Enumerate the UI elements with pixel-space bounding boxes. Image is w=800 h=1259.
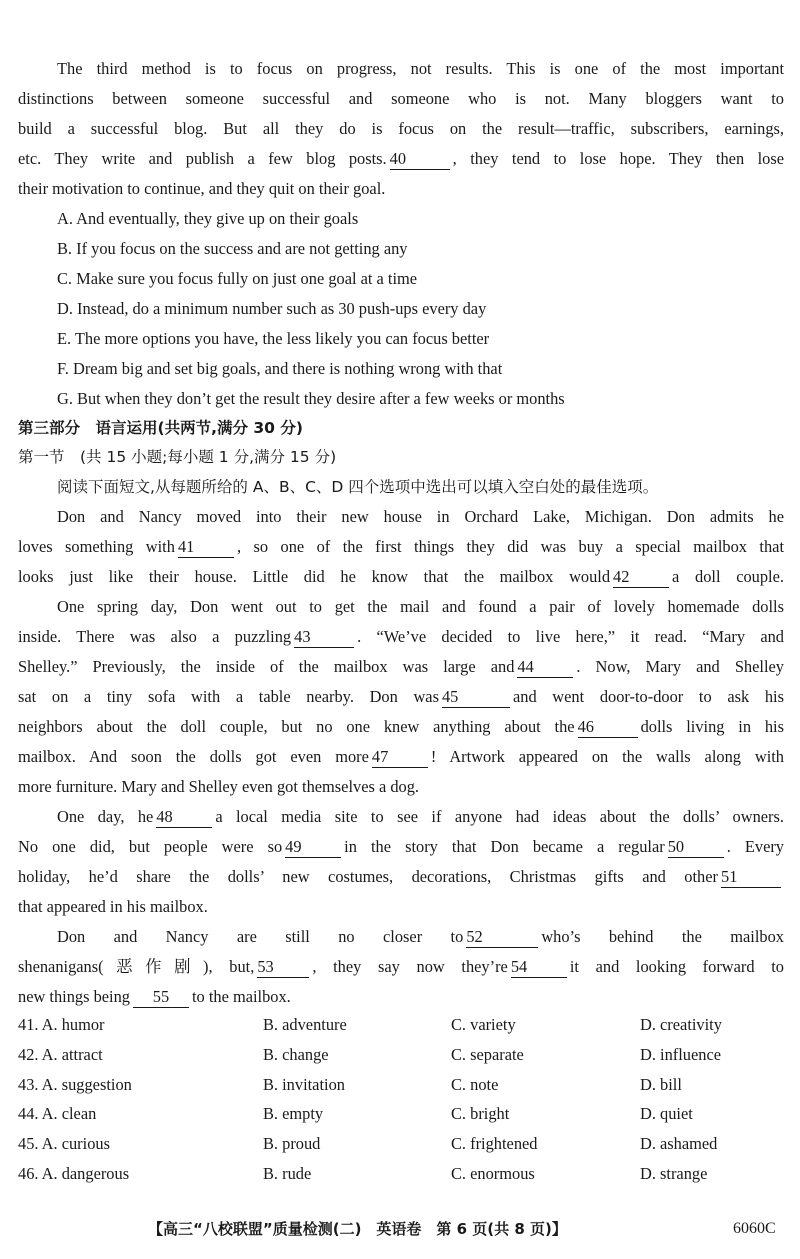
answer-row-44 [18,1103,784,1125]
answer-row-46 [18,1163,784,1185]
answer-option: D. creativity [640,1015,722,1034]
cloze-line: loves something with 41 , so one of the first things they did was buy a special mailbox that [18,537,784,556]
answer-option: B. change [263,1045,329,1064]
section1-title: 第一节 (共 15 小题;每小题 1 分,满分 15 分) [18,448,337,466]
option-g: G. But when they don’t get the result they desire after a few weeks or months [57,389,565,408]
blank-48: 48 [156,807,212,828]
option-b: B. If you focus on the success and are not getting any [57,239,408,258]
cloze-line: neighbors about the doll couple, but no one knew anything about the 46 dolls living in his [18,717,784,736]
cloze-line: Don and Nancy are still no closer to 52 who’s behind the mailbox [57,927,785,946]
blank-42: 42 [613,567,669,588]
passage-line: build a successful blog. But all they do is focus on the result—traffic, subscribers, earnings, [18,119,784,138]
cloze-line: One day, he 48 a local media site to see if anyone had ideas about the dolls’ owners. [57,807,784,826]
answer-option: 43. A. suggestion [18,1075,132,1094]
blank-40: 40 [390,149,450,170]
blank-43: 43 [294,627,354,648]
cloze-line: One spring day, Don went out to get the mail and found a pair of lovely homemade dolls [57,597,784,616]
cloze-line: shenanigans(恶作剧), but, 53 , they say now they’re 54 it and looking forward to [18,957,784,976]
blank-51: 51 [721,867,781,888]
passage-line: distinctions between someone successful and someone who is not. Many bloggers want to [18,89,784,108]
passage-line: their motivation to continue, and they quit on their goal. [18,179,386,198]
blank-41: 41 [178,537,234,558]
answer-option: D. ashamed [640,1134,718,1153]
answer-row-41 [18,1014,784,1036]
blank-44: 44 [517,657,573,678]
answer-option: D. strange [640,1164,708,1183]
cloze-line: holiday, he’d share the dolls’ new costumes, decorations, Christmas gifts and other 51 [18,866,784,888]
blank-49: 49 [285,837,341,858]
blank-50: 50 [668,837,724,858]
answer-row-43 [18,1074,784,1096]
answer-option: 42. A. attract [18,1045,103,1064]
blank-52: 52 [466,927,538,948]
option-a: A. And eventually, they give up on their goals [57,209,359,228]
cloze-line: inside. There was also a puzzling 43 . “We’ve decided to live here,” it read. “Mary and [18,627,784,646]
instruction: 阅读下面短文,从每题所给的 A、B、C、D 四个选项中选出可以填入空白处的最佳选项。 [57,478,659,496]
blank-46: 46 [578,717,638,738]
answer-option: B. proud [263,1134,321,1153]
answer-option: B. rude [263,1164,312,1183]
blank-55: 55 [133,987,189,1008]
cloze-line: new things being 55 to the mailbox. [18,987,291,1006]
answer-option: C. bright [451,1104,510,1123]
passage-line: The third method is to focus on progress, not results. This is one of the most important [57,59,784,78]
answer-option: 46. A. dangerous [18,1164,130,1183]
option-f: F. Dream big and set big goals, and there is nothing wrong with that [57,359,503,378]
answer-option: C. note [451,1075,499,1094]
answer-option: C. variety [451,1015,516,1034]
cloze-line: mailbox. And soon the dolls got even more 47 ! Artwork appeared on the walls along with [18,747,785,766]
answer-option: 45. A. curious [18,1134,110,1153]
cloze-line: Don and Nancy moved into their new house in Orchard Lake, Michigan. Don admits he [57,507,784,526]
answer-option: D. influence [640,1045,722,1064]
option-c: C. Make sure you focus fully on just one goal at a time [57,269,418,288]
blank-53: 53 [257,957,309,978]
answer-option: 44. A. clean [18,1104,97,1123]
footer-code: 6060C [733,1220,776,1237]
answer-option: C. frightened [451,1134,538,1153]
option-d: D. Instead, do a minimum number such as 30 push-ups every day [57,299,487,318]
blank-45: 45 [442,687,510,708]
blank-47: 47 [372,747,428,768]
answer-option: D. bill [640,1075,682,1094]
part3-title: 第三部分 语言运用(共两节,满分 30 分) [18,419,303,437]
cloze-line: sat on a tiny sofa with a table nearby. Don was 45 and went door-to-door to ask his [18,687,784,706]
answer-option: B. adventure [263,1015,347,1034]
answer-option: B. empty [263,1104,324,1123]
answer-row-45 [18,1133,784,1155]
cloze-line: No one did, but people were so 49 in the story that Don became a regular 50 . Every [18,837,784,856]
footer-text: 【高三“八校联盟”质量检测(二) 英语卷 第 6 页(共 8 页)】 [148,1220,567,1238]
answer-option: 41. A. humor [18,1015,105,1034]
cloze-line: more furniture. Mary and Shelley even got themselves a dog. [18,777,420,796]
cloze-line: that appeared in his mailbox. [18,897,208,916]
option-e: E. The more options you have, the less likely you can focus better [57,329,490,348]
answer-option: C. separate [451,1045,524,1064]
passage-line: etc. They write and publish a few blog posts. 40 , they tend to lose hope. They then lose [18,149,785,168]
cloze-line: Shelley.” Previously, the inside of the mailbox was large and 44 . Now, Mary and Shelley [18,657,784,676]
blank-54: 54 [511,957,567,978]
page-footer [0,1216,800,1242]
answer-row-42 [18,1044,784,1066]
answer-option: D. quiet [640,1104,693,1123]
answer-option: C. enormous [451,1164,535,1183]
cloze-line: looks just like their house. Little did he know that the mailbox would 42 a doll couple. [18,567,784,586]
answer-option: B. invitation [263,1075,345,1094]
